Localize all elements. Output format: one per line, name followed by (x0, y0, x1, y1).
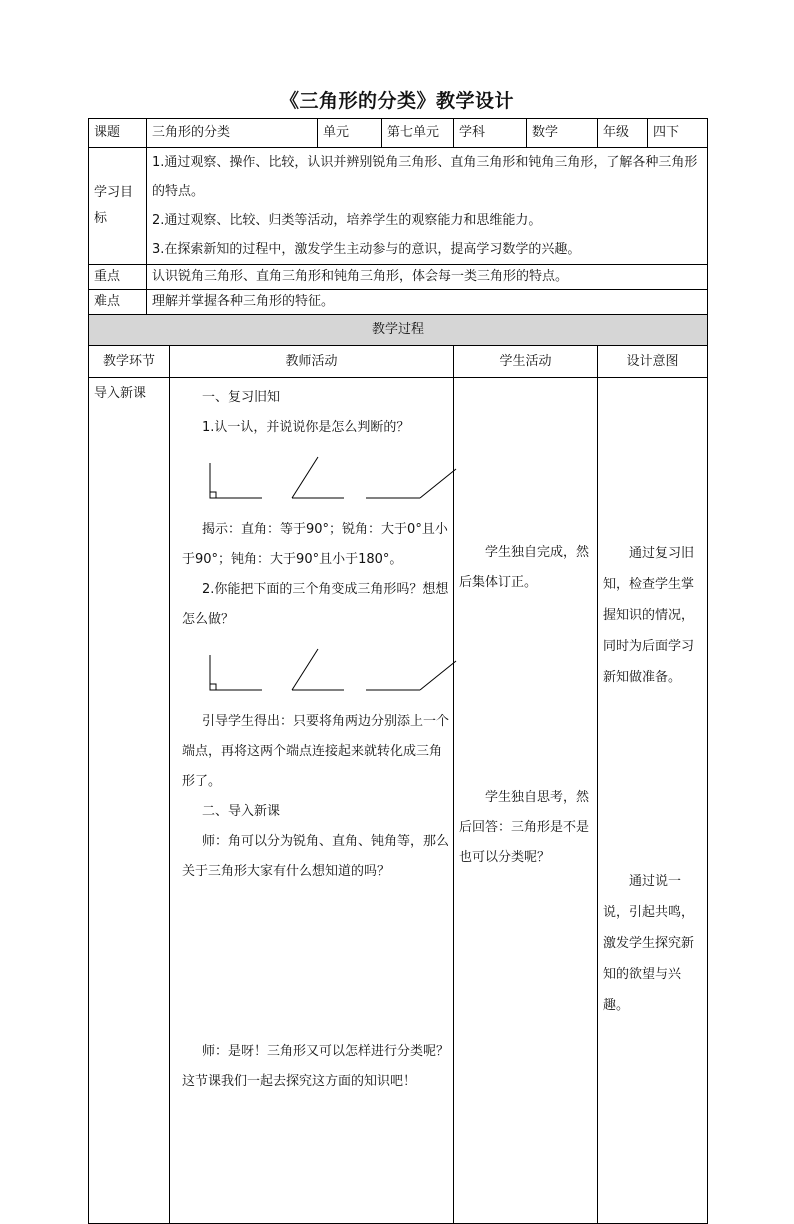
header-design: 设计意图 (598, 346, 708, 378)
key-point-label: 重点 (89, 265, 147, 290)
lesson-plan-table (88, 118, 708, 1224)
topic-value: 三角形的分类 (147, 119, 318, 148)
angles-figure-2 (182, 635, 472, 695)
student-paragraph: 学生独自完成，然后集体订正。 (459, 545, 590, 590)
difficulty-text: 理解并掌握各种三角形的特征。 (147, 290, 708, 315)
teacher-paragraph: 师：角可以分为锐角、直角、钝角等，那么关于三角形大家有什么想知道的吗？ (182, 834, 450, 879)
acute-angle-line (292, 649, 318, 690)
process-title: 教学过程 (89, 315, 708, 346)
key-point-text: 认识锐角三角形、直角三角形和钝角三角形，体会每一类三角形的特点。 (147, 265, 708, 290)
right-angle-marker (210, 492, 216, 498)
right-angle-marker (210, 684, 216, 690)
design-paragraph: 通过说一说，引起共鸣，激发学生探究新知的欲望与兴趣。 (603, 874, 695, 1013)
teacher-paragraph: 二、导入新课 (202, 804, 281, 819)
grade-label: 年级 (598, 119, 648, 148)
document-title: 《三角形的分类》教学设计 (279, 90, 514, 112)
process-header-row (89, 346, 708, 378)
teacher-paragraph: 师：是呀！三角形又可以怎样进行分类呢？这节课我们一起去探究这方面的知识吧！ (182, 1044, 450, 1089)
info-row (89, 119, 708, 148)
goals-label: 学习目标 (89, 148, 147, 265)
student-paragraph: 学生独自思考，然后回答：三角形是不是也可以分类呢？ (459, 790, 590, 865)
design-paragraph: 通过复习旧知，检查学生掌握知识的情况，同时为后面学习新知做准备。 (603, 546, 695, 685)
difficulty-row (89, 290, 708, 315)
angles-figure-1 (182, 443, 472, 503)
goal-item: 3.在探索新知的过程中，激发学生主动参与的意识，提高学习数学的兴趣。 (152, 242, 581, 257)
header-stage: 教学环节 (89, 346, 170, 378)
process-title-row (89, 315, 708, 346)
grade-value: 四下 (648, 119, 708, 148)
subject-label: 学科 (454, 119, 527, 148)
subject-value: 数学 (527, 119, 598, 148)
header-teacher: 教师活动 (170, 346, 454, 378)
goal-item: 1.通过观察、操作、比较，认识并辨别锐角三角形、直角三角形和钝角三角形，了解各种三角形的特点。 (152, 155, 698, 199)
design-intent-cell (598, 378, 708, 1224)
teacher-paragraph: 引导学生得出：只要将角两边分别添上一个端点，再将这两个端点连接起来就转化成三角形了。 (182, 714, 450, 789)
obtuse-angle-line (420, 469, 456, 498)
unit-value: 第七单元 (382, 119, 454, 148)
teacher-paragraph: 2.你能把下面的三个角变成三角形吗？想想怎么做？ (182, 582, 449, 627)
header-student: 学生活动 (454, 346, 598, 378)
teacher-activity-cell (170, 378, 454, 1224)
topic-label: 课题 (89, 119, 147, 148)
acute-angle-line (292, 457, 318, 498)
goals-content (147, 148, 708, 265)
key-point-row (89, 265, 708, 290)
student-activity-cell (454, 378, 598, 1224)
process-body-row (89, 378, 708, 1224)
teacher-paragraph: 1.认一认，并说说你是怎么判断的？ (202, 420, 410, 435)
teacher-paragraph: 揭示：直角：等于90°；锐角：大于0°且小于90°；钝角：大于90°且小于180°。 (182, 522, 448, 567)
stage-cell: 导入新课 (89, 378, 170, 1224)
teacher-paragraph: 一、复习旧知 (202, 390, 281, 405)
unit-label: 单元 (318, 119, 382, 148)
obtuse-angle-line (420, 661, 456, 690)
goals-row (89, 148, 708, 265)
difficulty-label: 难点 (89, 290, 147, 315)
goal-item: 2.通过观察、比较、归类等活动，培养学生的观察能力和思维能力。 (152, 213, 542, 228)
